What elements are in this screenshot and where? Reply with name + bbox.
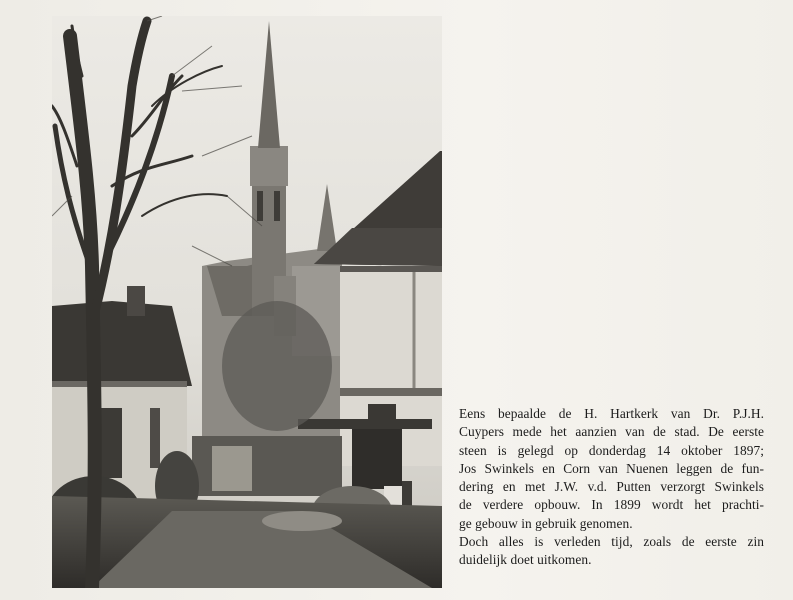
- caption-line: duidelijk doet uitkomen.: [459, 552, 592, 568]
- caption-line: Jos Swinkels en Corn van Nuenen leggen de fun-: [459, 460, 764, 476]
- caption-text: [459, 405, 764, 570]
- caption-line: de verdere opbouw. In 1899 wordt het prachti-: [459, 497, 764, 513]
- caption-line: steen is gelegd op donderdag 14 oktober 1897;: [459, 442, 764, 458]
- caption-line: Cuypers mede het aanzien van de stad. De eerste: [459, 424, 764, 440]
- caption-line: ge gebouw in gebruik genomen.: [459, 515, 633, 531]
- caption-line: dering en met J.W. v.d. Putten verzorgt Swinkels: [459, 479, 764, 495]
- church-photo-drawing: [52, 16, 442, 588]
- caption-line: Doch alles is verleden tijd, zoals de eerste zin: [459, 534, 764, 550]
- caption-line: Eens bepaalde de H. Hartkerk van Dr. P.J.H.: [459, 406, 764, 421]
- church-photo: [52, 16, 442, 588]
